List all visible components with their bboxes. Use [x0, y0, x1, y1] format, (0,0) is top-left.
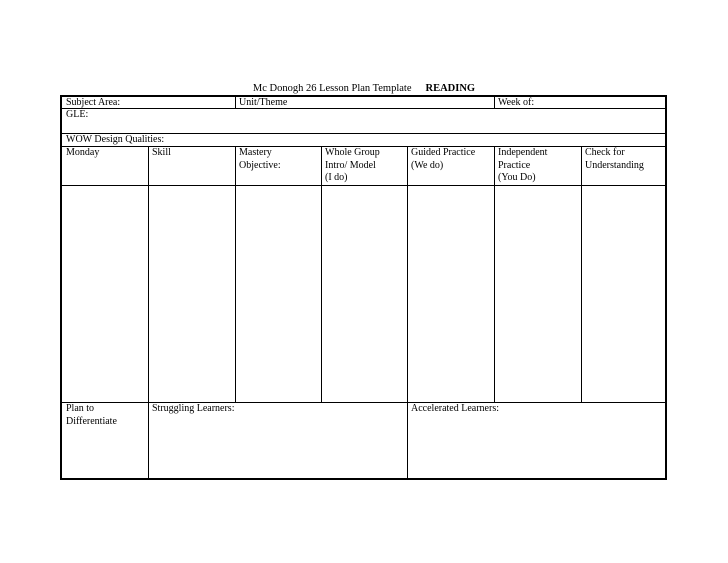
struggling-learners-label: Struggling Learners:	[152, 403, 235, 414]
page-title	[0, 83, 728, 94]
col-divider	[494, 146, 495, 402]
col-check-understanding: Check for Understanding	[585, 147, 644, 171]
gle-label: GLE:	[66, 109, 89, 120]
week-of-label: Week of:	[498, 97, 535, 108]
lesson-plan-table	[60, 95, 667, 480]
row-divider	[62, 185, 665, 186]
col-divider	[321, 146, 322, 402]
row-divider	[62, 108, 665, 109]
accelerated-learners-label: Accelerated Learners:	[411, 403, 499, 414]
template-title: Mc Donogh 26 Lesson Plan Template	[252, 83, 412, 94]
col-monday: Monday	[66, 147, 100, 158]
col-independent-practice: Independent Practice (You Do)	[498, 147, 548, 183]
col-divider	[581, 146, 582, 402]
wow-design-label: WOW Design Qualities:	[66, 134, 165, 145]
col-whole-group: Whole Group Intro/ Model (I do)	[325, 147, 380, 183]
col-divider	[148, 146, 149, 480]
col-divider	[235, 146, 236, 402]
col-skill: Skill	[152, 147, 171, 158]
col-guided-practice: Guided Practice (We do)	[411, 147, 476, 171]
col-divider	[407, 146, 408, 480]
col-mastery-objective: Mastery Objective:	[239, 147, 281, 171]
unit-theme-label: Unit/Theme	[239, 97, 288, 108]
plan-to-differentiate-label: Plan to Differentiate	[66, 403, 117, 427]
subject-title: READING	[425, 83, 476, 94]
col-divider	[494, 97, 495, 108]
subject-area-label: Subject Area:	[66, 97, 121, 108]
col-divider	[235, 97, 236, 108]
